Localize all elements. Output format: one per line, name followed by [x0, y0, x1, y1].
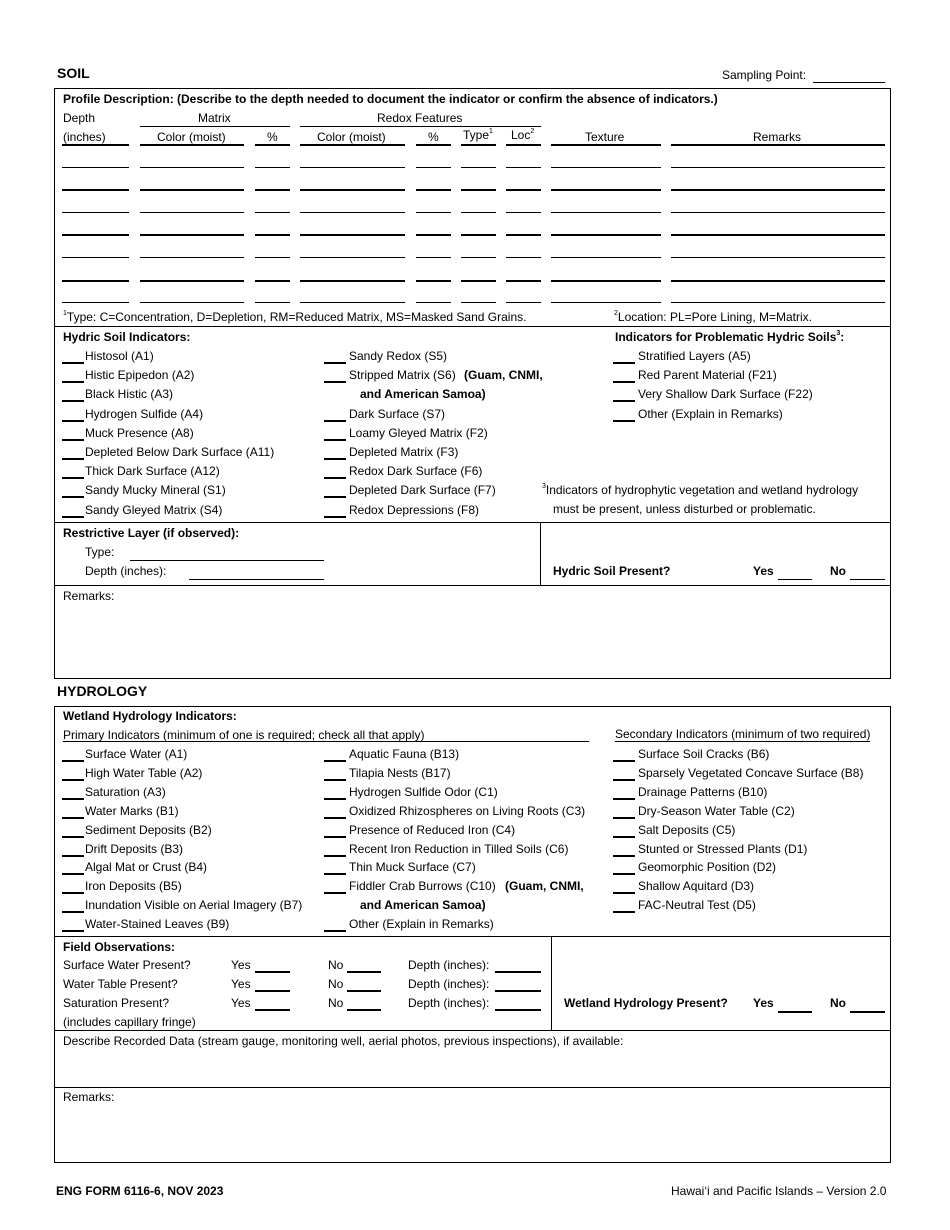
field-no-label: No	[328, 996, 344, 1010]
profile-cell-line[interactable]	[62, 257, 129, 258]
secondary-indicator-checkbox[interactable]	[613, 817, 635, 819]
matrix-header: Matrix	[198, 111, 231, 125]
soil-indicator-checkbox[interactable]	[62, 362, 84, 364]
problematic-indicator-checkbox[interactable]	[613, 420, 635, 422]
soil-indicator-label: Dark Surface (S7)	[349, 407, 446, 421]
profile-cell-line[interactable]	[671, 167, 885, 168]
profile-cell-line[interactable]	[551, 144, 661, 146]
profile-cell-line[interactable]	[551, 212, 661, 213]
profile-cell-line[interactable]	[416, 280, 451, 282]
soil-indicator-label: Depleted Dark Surface (F7)	[349, 483, 496, 497]
profile-cell-line[interactable]	[416, 302, 451, 303]
profile-cell-line[interactable]	[506, 212, 541, 213]
primary-indicator-label: Oxidized Rhizospheres on Living Roots (C3)	[349, 804, 586, 818]
field-depth-field[interactable]	[495, 990, 541, 992]
primary-indicator-label: Drift Deposits (B3)	[85, 842, 184, 856]
capillary-fringe-note: (includes capillary fringe)	[63, 1015, 196, 1029]
profile-cell-line[interactable]	[255, 257, 290, 258]
secondary-indicator-label: Surface Soil Cracks (B6)	[638, 747, 770, 761]
redox-pct-header: %	[428, 130, 439, 144]
redox-underline	[300, 126, 541, 127]
soil-indicator-label: Sandy Mucky Mineral (S1)	[85, 483, 226, 497]
profile-cell-line[interactable]	[416, 144, 451, 146]
profile-cell-line[interactable]	[671, 257, 885, 258]
profile-cell-line[interactable]	[62, 302, 129, 303]
profile-cell-line[interactable]	[416, 212, 451, 213]
primary-indicator-label: Fiddler Crab Burrows (C10)	[349, 879, 496, 893]
profile-cell-line[interactable]	[300, 257, 405, 258]
describe-recorded-data-label: Describe Recorded Data (stream gauge, monitoring well, aerial photos, previous inspections), if available:	[63, 1034, 624, 1048]
fiddler-crab-region-cont: and American Samoa)	[360, 898, 486, 912]
wetland-hydrology-no-label: No	[830, 996, 846, 1010]
profile-cell-line[interactable]	[300, 167, 405, 168]
soil-indicator-checkbox[interactable]	[62, 420, 84, 422]
form-number: ENG FORM 6116-6, NOV 2023	[56, 1184, 224, 1198]
field-no-field[interactable]	[347, 971, 381, 973]
hydric-soil-yes-label: Yes	[753, 564, 774, 578]
redox-color-header: Color (moist)	[317, 130, 386, 144]
profile-cell-line[interactable]	[62, 189, 129, 191]
soil-indicator-label: Redox Dark Surface (F6)	[349, 464, 483, 478]
depth-header: Depth	[63, 111, 96, 125]
profile-cell-line[interactable]	[140, 257, 244, 258]
field-observation-label: Surface Water Present?	[63, 958, 191, 972]
profile-cell-line[interactable]	[255, 234, 290, 236]
profile-cell-line[interactable]	[551, 257, 661, 258]
field-depth-field[interactable]	[495, 1009, 541, 1011]
profile-cell-line[interactable]	[416, 189, 451, 191]
soil-indicator-label: Muck Presence (A8)	[85, 426, 194, 440]
secondary-indicator-checkbox[interactable]	[613, 911, 635, 913]
primary-indicator-label: Aquatic Fauna (B13)	[349, 747, 460, 761]
primary-indicator-checkbox[interactable]	[62, 911, 84, 913]
secondary-indicator-label: Geomorphic Position (D2)	[638, 860, 777, 874]
profile-cell-line[interactable]	[416, 234, 451, 236]
profile-cell-line[interactable]	[300, 212, 405, 213]
primary-indicator-checkbox[interactable]	[62, 817, 84, 819]
secondary-indicator-label: Sparsely Vegetated Concave Surface (B8)	[638, 766, 864, 780]
wetland-hydrology-yes-label: Yes	[753, 996, 774, 1010]
primary-indicator-checkbox[interactable]	[62, 855, 84, 857]
fiddler-crab-region: (Guam, CNMI,	[505, 879, 584, 893]
primary-indicator-checkbox[interactable]	[324, 855, 346, 857]
field-depth-label: Depth (inches):	[408, 958, 490, 972]
soil-indicator-checkbox[interactable]	[62, 381, 84, 383]
primary-indicator-label: Other (Explain in Remarks)	[349, 917, 494, 931]
soil-indicator-label: Hydrogen Sulfide (A4)	[85, 407, 204, 421]
matrix-color-header: Color (moist)	[157, 130, 226, 144]
profile-cell-line[interactable]	[461, 189, 496, 191]
primary-indicator-checkbox[interactable]	[62, 873, 84, 875]
problematic-title: Indicators for Problematic Hydric Soils$^3$:	[615, 330, 845, 344]
profile-cell-line[interactable]	[255, 167, 290, 168]
primary-indicator-checkbox[interactable]	[324, 892, 346, 894]
soil-indicator-label: Thick Dark Surface (A12)	[85, 464, 220, 478]
soil-indicator-checkbox[interactable]	[62, 516, 84, 518]
secondary-indicator-checkbox[interactable]	[613, 760, 635, 762]
field-yes-field[interactable]	[255, 990, 290, 992]
profile-cell-line[interactable]	[62, 234, 129, 236]
problematic-indicator-checkbox[interactable]	[613, 381, 635, 383]
divider	[54, 585, 891, 586]
profile-cell-line[interactable]	[506, 144, 541, 146]
primary-indicator-checkbox[interactable]	[62, 779, 84, 781]
inches-header: (inches)	[63, 130, 106, 144]
hydric-soil-yes-field[interactable]	[778, 579, 812, 580]
profile-cell-line[interactable]	[300, 280, 405, 282]
soil-indicator-checkbox[interactable]	[62, 477, 84, 479]
profile-cell-line[interactable]	[140, 234, 244, 236]
secondary-indicator-label: Shallow Aquitard (D3)	[638, 879, 755, 893]
primary-indicator-label: Thin Muck Surface (C7)	[349, 860, 476, 874]
primary-indicator-label: Surface Water (A1)	[85, 747, 188, 761]
soil-indicator-checkbox[interactable]	[324, 458, 346, 460]
field-yes-field[interactable]	[255, 971, 290, 973]
stripped-matrix-region: (Guam, CNMI,	[464, 368, 543, 382]
primary-indicator-checkbox[interactable]	[324, 817, 346, 819]
profile-cell-line[interactable]	[461, 212, 496, 213]
profile-cell-line[interactable]	[671, 280, 885, 282]
field-no-field[interactable]	[347, 990, 381, 992]
restrictive-depth-field[interactable]	[189, 579, 324, 580]
secondary-indicator-label: Dry-Season Water Table (C2)	[638, 804, 795, 818]
divider	[54, 326, 891, 327]
problematic-indicator-label: Red Parent Material (F21)	[638, 368, 777, 382]
soil-heading: SOIL	[57, 65, 90, 81]
divider	[54, 936, 891, 937]
wetland-hydrology-no-field[interactable]	[850, 1011, 885, 1013]
profile-cell-line[interactable]	[140, 167, 244, 168]
primary-indicator-label: Recent Iron Reduction in Tilled Soils (C6)	[349, 842, 569, 856]
field-observation-label: Saturation Present?	[63, 996, 170, 1010]
hydric-soil-indicators-title: Hydric Soil Indicators:	[63, 330, 191, 344]
primary-indicator-checkbox[interactable]	[324, 836, 346, 838]
profile-cell-line[interactable]	[140, 189, 244, 191]
problematic-indicator-label: Stratified Layers (A5)	[638, 349, 751, 363]
primary-indicator-label: Presence of Reduced Iron (C4)	[349, 823, 516, 837]
profile-cell-line[interactable]	[416, 167, 451, 168]
secondary-indicator-label: Salt Deposits (C5)	[638, 823, 736, 837]
soil-indicator-checkbox[interactable]	[324, 496, 346, 498]
primary-underline	[63, 741, 589, 742]
field-observation-label: Water Table Present?	[63, 977, 178, 991]
secondary-indicator-checkbox[interactable]	[613, 836, 635, 838]
profile-cell-line[interactable]	[255, 302, 290, 303]
profile-cell-line[interactable]	[551, 189, 661, 191]
profile-cell-line[interactable]	[461, 234, 496, 236]
secondary-indicators-title: Secondary Indicators (minimum of two required)	[615, 727, 871, 741]
profile-cell-line[interactable]	[461, 257, 496, 258]
divider	[54, 1087, 891, 1088]
profile-cell-line[interactable]	[461, 167, 496, 168]
divider	[540, 522, 541, 586]
soil-box	[54, 88, 891, 679]
stripped-matrix-region-cont: and American Samoa)	[360, 387, 486, 401]
matrix-underline	[140, 126, 290, 127]
primary-indicator-checkbox[interactable]	[324, 760, 346, 762]
soil-indicator-checkbox[interactable]	[62, 458, 84, 460]
soil-indicator-label: Histosol (A1)	[85, 349, 154, 363]
matrix-pct-header: %	[267, 130, 278, 144]
primary-indicator-label: Sediment Deposits (B2)	[85, 823, 212, 837]
primary-indicator-label: High Water Table (A2)	[85, 766, 203, 780]
profile-cell-line[interactable]	[506, 234, 541, 236]
primary-indicator-label: Hydrogen Sulfide Odor (C1)	[349, 785, 498, 799]
problematic-indicator-label: Very Shallow Dark Surface (F22)	[638, 387, 813, 401]
profile-cell-line[interactable]	[300, 234, 405, 236]
soil-indicator-checkbox[interactable]	[324, 420, 346, 422]
profile-cell-line[interactable]	[671, 234, 885, 236]
profile-cell-line[interactable]	[551, 234, 661, 236]
soil-indicator-label: Histic Epipedon (A2)	[85, 368, 195, 382]
primary-indicator-checkbox[interactable]	[324, 873, 346, 875]
hydric-soil-present-label: Hydric Soil Present?	[553, 564, 671, 578]
profile-cell-line[interactable]	[300, 144, 405, 146]
field-observations-title: Field Observations:	[63, 940, 176, 954]
profile-cell-line[interactable]	[255, 212, 290, 213]
secondary-indicator-checkbox[interactable]	[613, 873, 635, 875]
profile-cell-line[interactable]	[140, 144, 244, 146]
profile-cell-line[interactable]	[551, 167, 661, 168]
secondary-indicator-label: FAC-Neutral Test (D5)	[638, 898, 756, 912]
secondary-indicator-label: Stunted or Stressed Plants (D1)	[638, 842, 808, 856]
primary-indicator-label: Water-Stained Leaves (B9)	[85, 917, 230, 931]
profile-cell-line[interactable]	[62, 212, 129, 213]
sampling-point-field[interactable]	[813, 82, 885, 83]
hydrology-heading: HYDROLOGY	[57, 683, 148, 699]
profile-cell-line[interactable]	[62, 144, 129, 146]
field-no-field[interactable]	[347, 1009, 381, 1011]
field-depth-label: Depth (inches):	[408, 977, 490, 991]
profile-cell-line[interactable]	[551, 280, 661, 282]
field-no-label: No	[328, 958, 344, 972]
indicator-note-line1: $^3$Indicators of hydrophytic vegetation and wetland hydrology	[542, 483, 859, 497]
primary-indicator-checkbox[interactable]	[324, 798, 346, 800]
primary-indicator-checkbox[interactable]	[324, 779, 346, 781]
secondary-indicator-label: Drainage Patterns (B10)	[638, 785, 768, 799]
field-yes-label: Yes	[231, 977, 251, 991]
profile-cell-line[interactable]	[671, 189, 885, 191]
footnote-type: $^1$Type: C=Concentration, D=Depletion, RM=Reduced Matrix, MS=Masked Sand Grains.	[63, 310, 527, 324]
primary-indicators-title: Primary Indicators (minimum of one is required; check all that apply)	[63, 728, 425, 742]
soil-indicator-label: Depleted Below Dark Surface (A11)	[85, 445, 275, 459]
restrictive-type-label: Type:	[85, 545, 115, 559]
sampling-point-label: Sampling Point:	[722, 68, 807, 82]
field-yes-label: Yes	[231, 958, 251, 972]
field-depth-label: Depth (inches):	[408, 996, 490, 1010]
redox-features-header: Redox Features	[377, 111, 463, 125]
soil-indicator-label: Stripped Matrix (S6)	[349, 368, 456, 382]
secondary-indicator-checkbox[interactable]	[613, 892, 635, 894]
soil-indicator-label: Redox Depressions (F8)	[349, 503, 480, 517]
profile-cell-line[interactable]	[255, 144, 290, 146]
profile-description-title: Profile Description: (Describe to the depth needed to document the indicator or confirm the absence of indicators.)	[63, 92, 718, 106]
profile-cell-line[interactable]	[461, 144, 496, 146]
secondary-indicator-checkbox[interactable]	[613, 798, 635, 800]
field-yes-label: Yes	[231, 996, 251, 1010]
secondary-indicator-checkbox[interactable]	[613, 779, 635, 781]
primary-indicator-label: Water Marks (B1)	[85, 804, 179, 818]
texture-header: Texture	[585, 130, 625, 144]
primary-indicator-checkbox[interactable]	[324, 930, 346, 932]
soil-indicator-checkbox[interactable]	[62, 400, 84, 402]
problematic-indicator-checkbox[interactable]	[613, 362, 635, 364]
soil-remarks-label: Remarks:	[63, 589, 115, 603]
soil-indicator-checkbox[interactable]	[324, 381, 346, 383]
primary-indicator-checkbox[interactable]	[62, 760, 84, 762]
profile-cell-line[interactable]	[506, 280, 541, 282]
profile-cell-line[interactable]	[62, 280, 129, 282]
restrictive-type-field[interactable]	[130, 560, 324, 561]
profile-cell-line[interactable]	[506, 302, 541, 303]
soil-indicator-label: Depleted Matrix (F3)	[349, 445, 459, 459]
soil-indicator-checkbox[interactable]	[324, 516, 346, 518]
soil-indicator-checkbox[interactable]	[324, 439, 346, 441]
profile-cell-line[interactable]	[300, 302, 405, 303]
divider	[54, 1030, 891, 1031]
divider	[54, 522, 891, 523]
profile-cell-line[interactable]	[255, 189, 290, 191]
profile-cell-line[interactable]	[461, 302, 496, 303]
primary-indicator-label: Saturation (A3)	[85, 785, 166, 799]
profile-cell-line[interactable]	[461, 280, 496, 282]
primary-indicator-label: Inundation Visible on Aerial Imagery (B7)	[85, 898, 303, 912]
wetland-hydrology-present-label: Wetland Hydrology Present?	[564, 996, 728, 1010]
hydric-soil-no-label: No	[830, 564, 846, 578]
soil-indicator-checkbox[interactable]	[62, 439, 84, 441]
primary-indicator-checkbox[interactable]	[62, 798, 84, 800]
profile-cell-line[interactable]	[140, 212, 244, 213]
soil-indicator-label: Sandy Redox (S5)	[349, 349, 448, 363]
wetland-hydrology-yes-field[interactable]	[778, 1011, 812, 1013]
profile-cell-line[interactable]	[62, 167, 129, 168]
primary-indicator-label: Iron Deposits (B5)	[85, 879, 182, 893]
problematic-indicator-checkbox[interactable]	[613, 400, 635, 402]
primary-indicator-label: Tilapia Nests (B17)	[349, 766, 451, 780]
hydric-soil-no-field[interactable]	[850, 579, 885, 580]
profile-cell-line[interactable]	[671, 302, 885, 303]
profile-cell-line[interactable]	[140, 302, 244, 303]
restrictive-depth-label: Depth (inches):	[85, 564, 167, 578]
profile-cell-line[interactable]	[140, 280, 244, 282]
soil-indicator-checkbox[interactable]	[324, 362, 346, 364]
primary-indicator-checkbox[interactable]	[62, 930, 84, 932]
profile-cell-line[interactable]	[416, 257, 451, 258]
loc-header: Loc$^2$	[511, 128, 535, 142]
soil-indicator-label: Loamy Gleyed Matrix (F2)	[349, 426, 488, 440]
soil-indicator-label: Black Histic (A3)	[85, 387, 174, 401]
profile-cell-line[interactable]	[551, 302, 661, 303]
region-version: Hawai‘i and Pacific Islands – Version 2.0	[671, 1184, 887, 1198]
indicator-note-line2: must be present, unless disturbed or problematic.	[553, 502, 816, 516]
soil-indicator-label: Sandy Gleyed Matrix (S4)	[85, 503, 223, 517]
soil-indicator-checkbox[interactable]	[324, 477, 346, 479]
primary-indicator-checkbox[interactable]	[62, 836, 84, 838]
type-header: Type$^1$	[463, 128, 493, 142]
problematic-indicator-label: Other (Explain in Remarks)	[638, 407, 783, 421]
soil-indicator-checkbox[interactable]	[62, 496, 84, 498]
profile-cell-line[interactable]	[506, 167, 541, 168]
divider	[551, 936, 552, 1030]
primary-indicator-checkbox[interactable]	[62, 892, 84, 894]
profile-cell-line[interactable]	[506, 257, 541, 258]
profile-cell-line[interactable]	[671, 212, 885, 213]
restrictive-layer-title: Restrictive Layer (if observed):	[63, 526, 240, 540]
profile-cell-line[interactable]	[671, 144, 885, 146]
profile-cell-line[interactable]	[300, 189, 405, 191]
field-depth-field[interactable]	[495, 971, 541, 973]
profile-cell-line[interactable]	[255, 280, 290, 282]
field-no-label: No	[328, 977, 344, 991]
wetland-hydrology-indicators-title: Wetland Hydrology Indicators:	[63, 709, 237, 723]
field-yes-field[interactable]	[255, 1009, 290, 1011]
remarks-header: Remarks	[753, 130, 802, 144]
secondary-indicator-checkbox[interactable]	[613, 855, 635, 857]
footnote-location: $^2$Location: PL=Pore Lining, M=Matrix.	[614, 310, 813, 324]
profile-cell-line[interactable]	[506, 189, 541, 191]
primary-indicator-label: Algal Mat or Crust (B4)	[85, 860, 208, 874]
hydrology-remarks-label: Remarks:	[63, 1090, 115, 1104]
